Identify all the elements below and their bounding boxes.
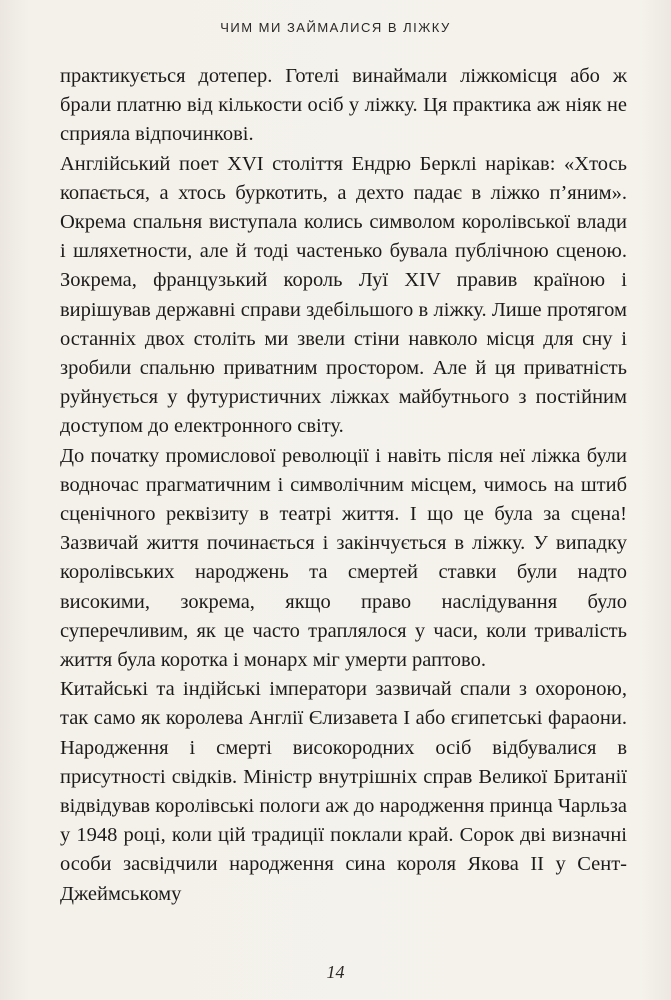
- paragraph-3: До початку промислової революції і навіть після неї ліжка були водночас прагматичним і символічним місцем, чимось на штиб сценічного реквізиту в театрі життя. І що це була за сцена! Зазвичай життя починається і закінчується в ліжку. У випадку королівських народжень та смертей ставки були надто високими, зокрема, якщо право наслідування було суперечливим, як це часто траплялося у часи, коли тривалість життя була коротка і монарх міг умерти раптово.: [60, 444, 627, 672]
- page-number: 14: [326, 962, 345, 982]
- body-text: [60, 62, 627, 909]
- paragraph-1: практикується дотепер. Готелі винаймали ліжкомісця або ж брали платню від кількости осіб у ліжку. Ця практика аж ніяк не сприяла відпочинкові.: [60, 65, 627, 146]
- paragraph-2: Англійський поет XVI століття Ендрю Берклі нарікав: «Хтось копається, а хтось буркотить, а дехто падає в ліжко п’яним». Окрема спальня виступала колись символом королівської влади і шляхетности, але й тоді частенько бувала публічною сценою. Зокрема, французький король Луї XIV правив країною і вирішував державні справи здебільшого в ліжку. Лише протягом останніх двох століть ми звели стіни навколо місця для сну і зробили спальню приватним простором. Але й ця приватність руйнується у футуристичних ліжках майбутнього з постійним доступом до електронного світу.: [60, 152, 627, 438]
- running-head: ЧИМ МИ ЗАЙМАЛИСЯ В ЛІЖКУ: [220, 20, 451, 35]
- paragraph-4: Китайські та індійські імператори зазвичай спали з охороною, так само як королева Англії Єлизавета I або єгипетські фараони. Народження і смерті високородних осіб відбувалися в присутності свідків. Міністр внутрішніх справ Великої Британії відвідував королівські пологи аж до народження принца Чарльза у 1948 році, коли цій традиції поклали край. Сорок дві визначні особи засвідчили народження сина короля Якова II у Сент-Джеймському: [60, 678, 627, 905]
